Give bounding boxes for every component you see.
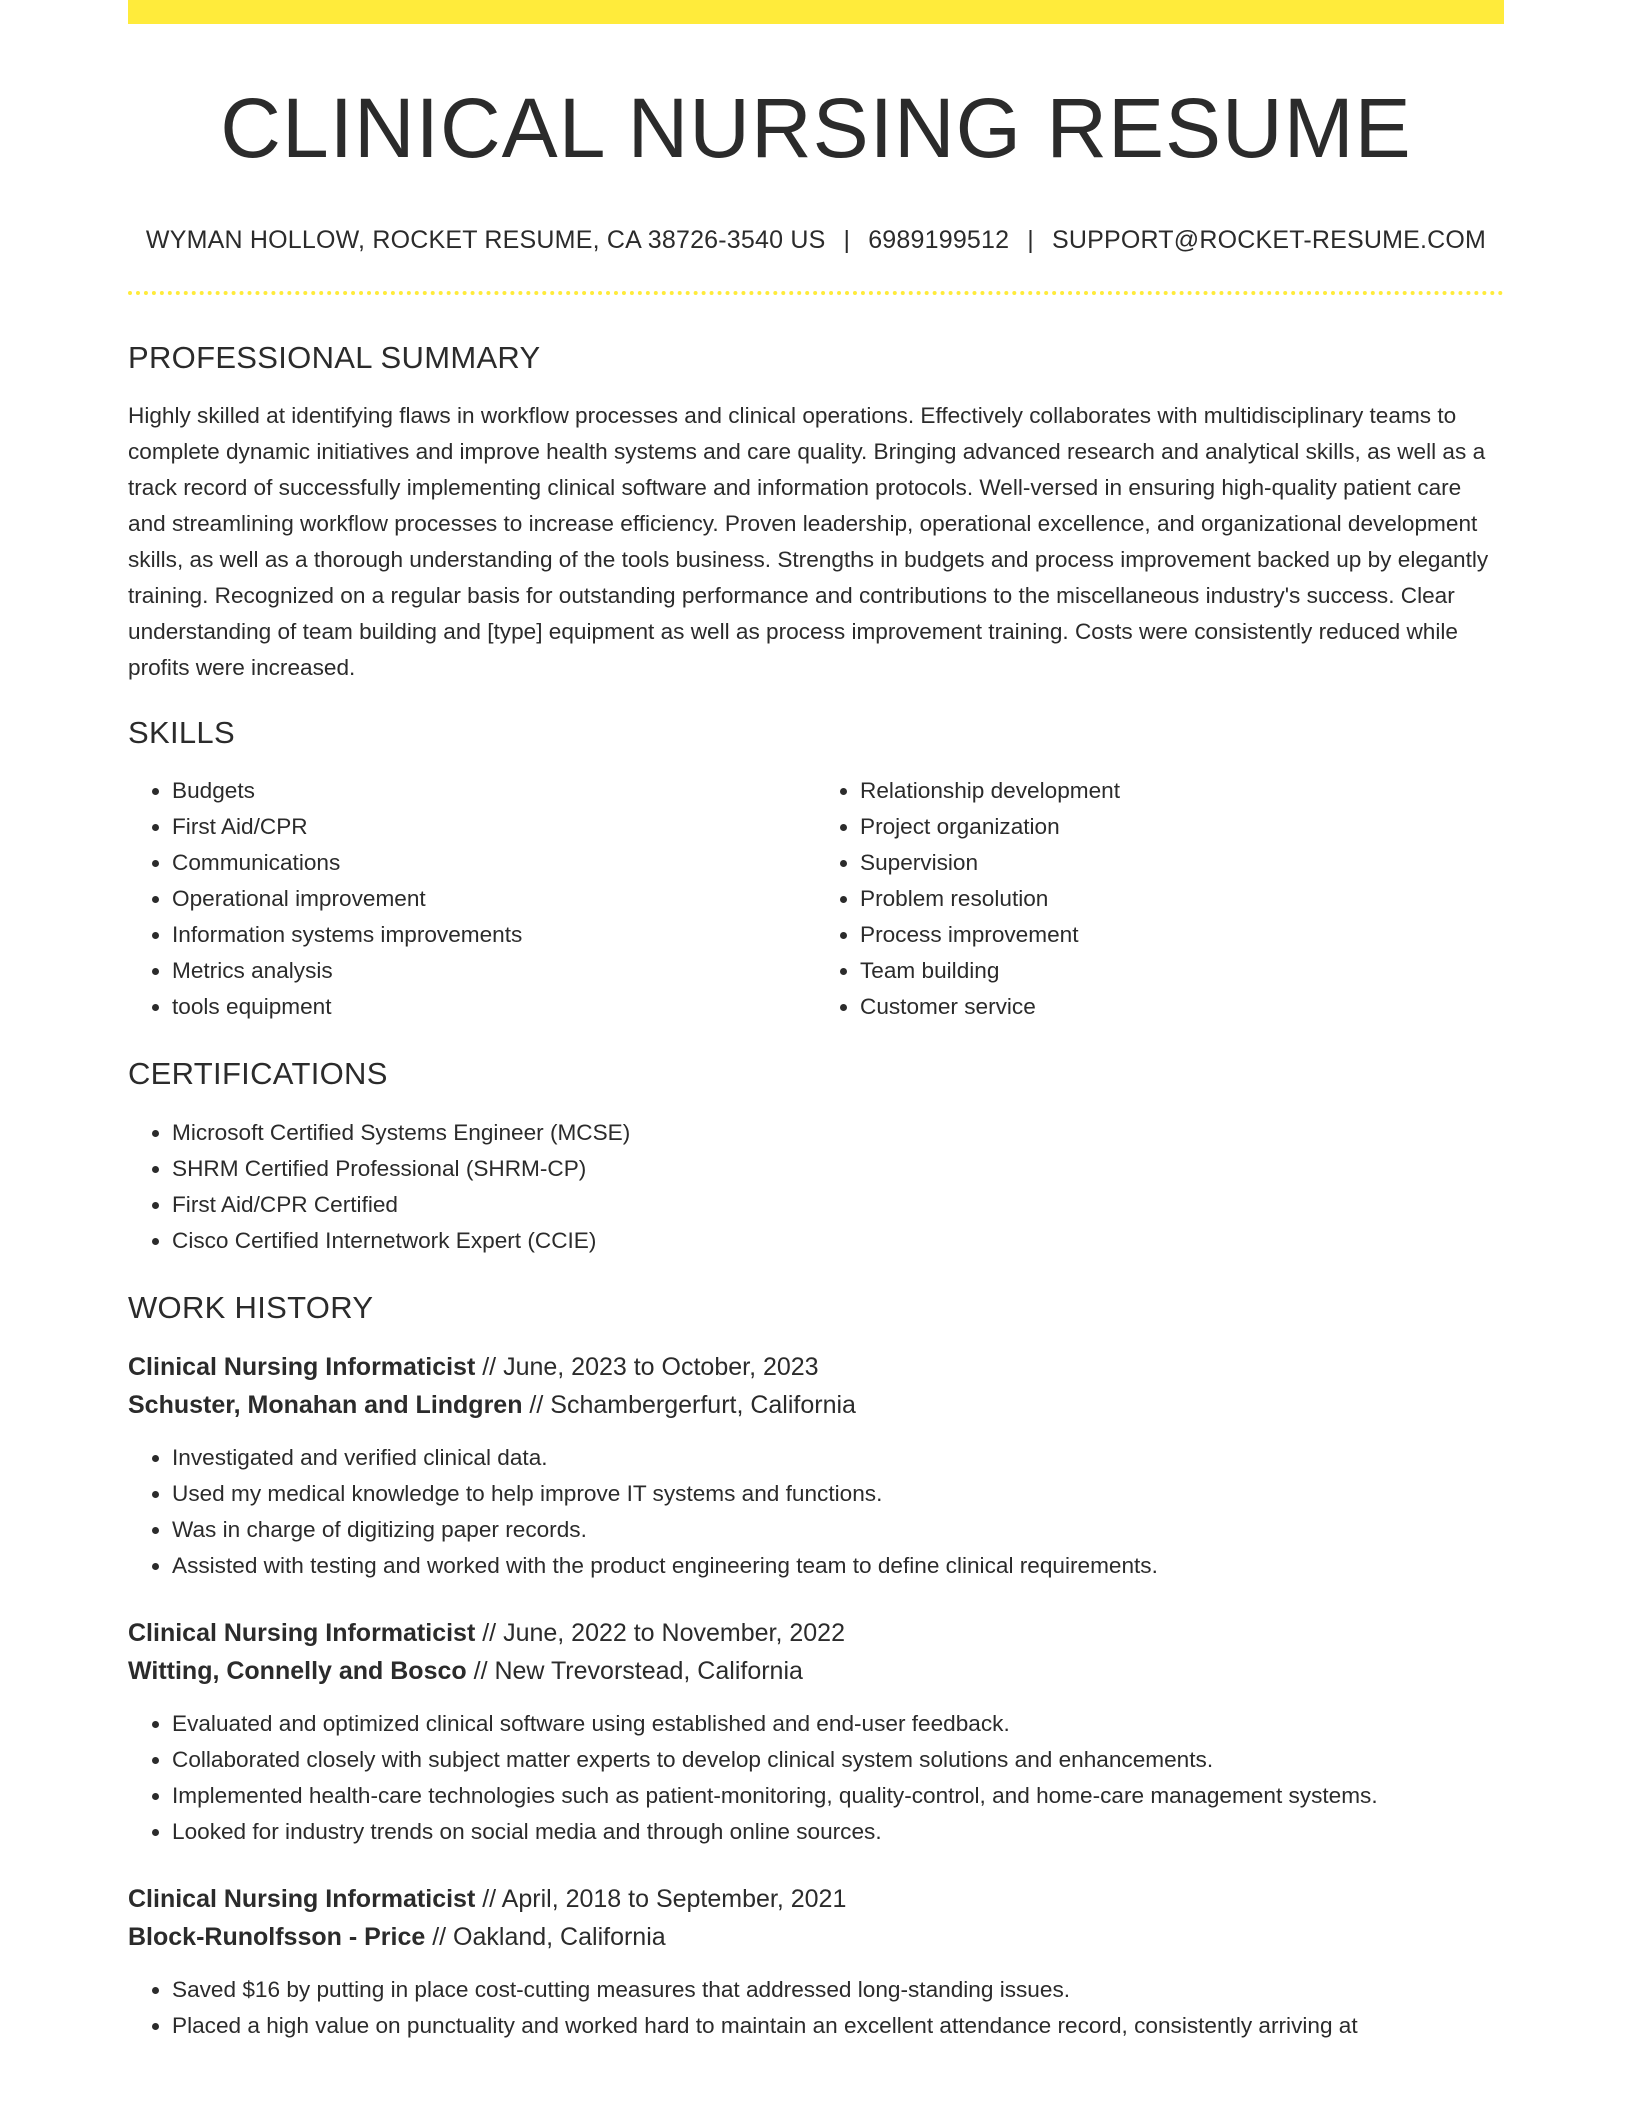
contact-address: WYMAN HOLLOW, ROCKET RESUME, CA 38726-3540 US: [145, 226, 826, 254]
skill-item: • Customer service: [860, 989, 1504, 1025]
job-company-line: [128, 1652, 1504, 1690]
job-dates: // June, 2022 to November, 2022: [475, 1618, 845, 1647]
job-company: Witting, Connelly and Bosco: [128, 1656, 467, 1685]
job-position-line: [128, 1348, 1504, 1386]
job-bullet: • Collaborated closely with subject matter experts to develop clinical system solutions and enhancements.: [172, 1742, 1504, 1778]
certifications-list: [128, 1115, 1504, 1259]
job-bullet: • Assisted with testing and worked with the product engineering team to define clinical requirements.: [172, 1548, 1504, 1584]
skill-item: • First Aid/CPR: [172, 809, 816, 845]
job-bullets: [128, 1440, 1504, 1584]
job-entry: [128, 1880, 1504, 2044]
certification-item: • Cisco Certified Internetwork Expert (CCIE): [172, 1223, 1504, 1259]
dotted-divider: [128, 291, 1504, 295]
skills-columns: [128, 773, 1504, 1025]
job-location: // Oakland, California: [425, 1922, 666, 1951]
job-entry: [128, 1348, 1504, 1584]
resume-title: CLINICAL NURSING RESUME: [220, 81, 1412, 175]
skill-item: • Information systems improvements: [172, 917, 816, 953]
skill-item: • Problem resolution: [860, 881, 1504, 917]
job-bullet: • Implemented health-care technologies such as patient-monitoring, quality-control, and home-care management systems.: [172, 1778, 1504, 1814]
skill-item: • Communications: [172, 845, 816, 881]
summary-text: Highly skilled at identifying flaws in workflow processes and clinical operations. Effectively collaborates with multidisciplinary teams to complete dynamic initiatives and improve health systems and care quality. Bringing advanced research and analytical skills, as well as a track record of successfully implementing clinical software and information protocols. Well-versed in ensuring high-quality patient care and streamlining workflow processes to increase efficiency. Proven leadership, operational excellence, and organizational development skills, as well as a thorough understanding of the tools business. Strengths in budgets and process improvement backed up by elegantly training. Recognized on a regular basis for outstanding performance and contributions to the miscellaneous industry's success. Clear understanding of team building and [type] equipment as well as process improvement training. Costs were consistently reduced while profits were increased.: [128, 403, 1489, 681]
job-bullets: [128, 1706, 1504, 1850]
job-bullet: • Used my medical knowledge to help improve IT systems and functions.: [172, 1476, 1504, 1512]
job-bullet: • Looked for industry trends on social media and through online sources.: [172, 1814, 1504, 1850]
job-position: Clinical Nursing Informaticist: [128, 1352, 476, 1381]
section-title-summary: PROFESSIONAL SUMMARY: [128, 340, 541, 375]
certification-item: • First Aid/CPR Certified: [172, 1187, 1504, 1223]
job-position: Clinical Nursing Informaticist: [128, 1618, 476, 1647]
section-title-skills: SKILLS: [128, 715, 235, 751]
contact-phone: 6989199512: [868, 226, 1010, 254]
skill-item: • Supervision: [860, 845, 1504, 881]
job-position: Clinical Nursing Informaticist: [128, 1884, 476, 1913]
certification-item: • SHRM Certified Professional (SHRM-CP): [172, 1151, 1504, 1187]
skill-item: • tools equipment: [172, 989, 816, 1025]
skill-item: • Team building: [860, 953, 1504, 989]
skill-item: • Project organization: [860, 809, 1504, 845]
job-company: Schuster, Monahan and Lindgren: [128, 1390, 523, 1419]
resume-page: [128, 0, 1504, 2044]
job-bullet: • Placed a high value on punctuality and worked hard to maintain an excellent attendance record, consistently arriving at: [172, 2008, 1504, 2044]
contact-separator: |: [1027, 226, 1034, 254]
job-dates: // June, 2023 to October, 2023: [475, 1352, 819, 1381]
certification-item: • Microsoft Certified Systems Engineer (MCSE): [172, 1115, 1504, 1151]
accent-top-bar: [128, 0, 1504, 24]
job-position-line: [128, 1614, 1504, 1652]
skills-list-right: [816, 773, 1504, 1025]
job-dates: // April, 2018 to September, 2021: [475, 1884, 847, 1913]
skill-item: • Budgets: [172, 773, 816, 809]
job-bullet: • Saved $16 by putting in place cost-cutting measures that addressed long-standing issues.: [172, 1972, 1504, 2008]
job-position-line: [128, 1880, 1504, 1918]
job-bullets: [128, 1972, 1504, 2044]
contact-separator: |: [843, 226, 851, 254]
job-company: Block-Runolfsson - Price: [128, 1922, 426, 1951]
job-company-line: [128, 1918, 1504, 1956]
job-bullet: • Investigated and verified clinical data.: [172, 1440, 1504, 1476]
job-entry: [128, 1614, 1504, 1850]
job-location: // New Trevorstead, California: [466, 1656, 803, 1685]
section-title-work-history: WORK HISTORY: [128, 1289, 374, 1325]
skill-item: • Metrics analysis: [172, 953, 816, 989]
job-bullet: • Evaluated and optimized clinical software using established and end-user feedback.: [172, 1706, 1504, 1742]
job-company-line: [128, 1386, 1504, 1424]
job-bullet: • Was in charge of digitizing paper records.: [172, 1512, 1504, 1548]
skill-item: • Relationship development: [860, 773, 1504, 809]
job-location: // Schambergerfurt, California: [522, 1390, 856, 1419]
skills-list-left: [128, 773, 816, 1025]
skill-item: • Process improvement: [860, 917, 1504, 953]
skill-item: • Operational improvement: [172, 881, 816, 917]
section-title-certifications: CERTIFICATIONS: [128, 1056, 388, 1092]
contact-line: [128, 226, 1504, 255]
contact-email: SUPPORT@ROCKET-RESUME.COM: [1051, 226, 1487, 254]
